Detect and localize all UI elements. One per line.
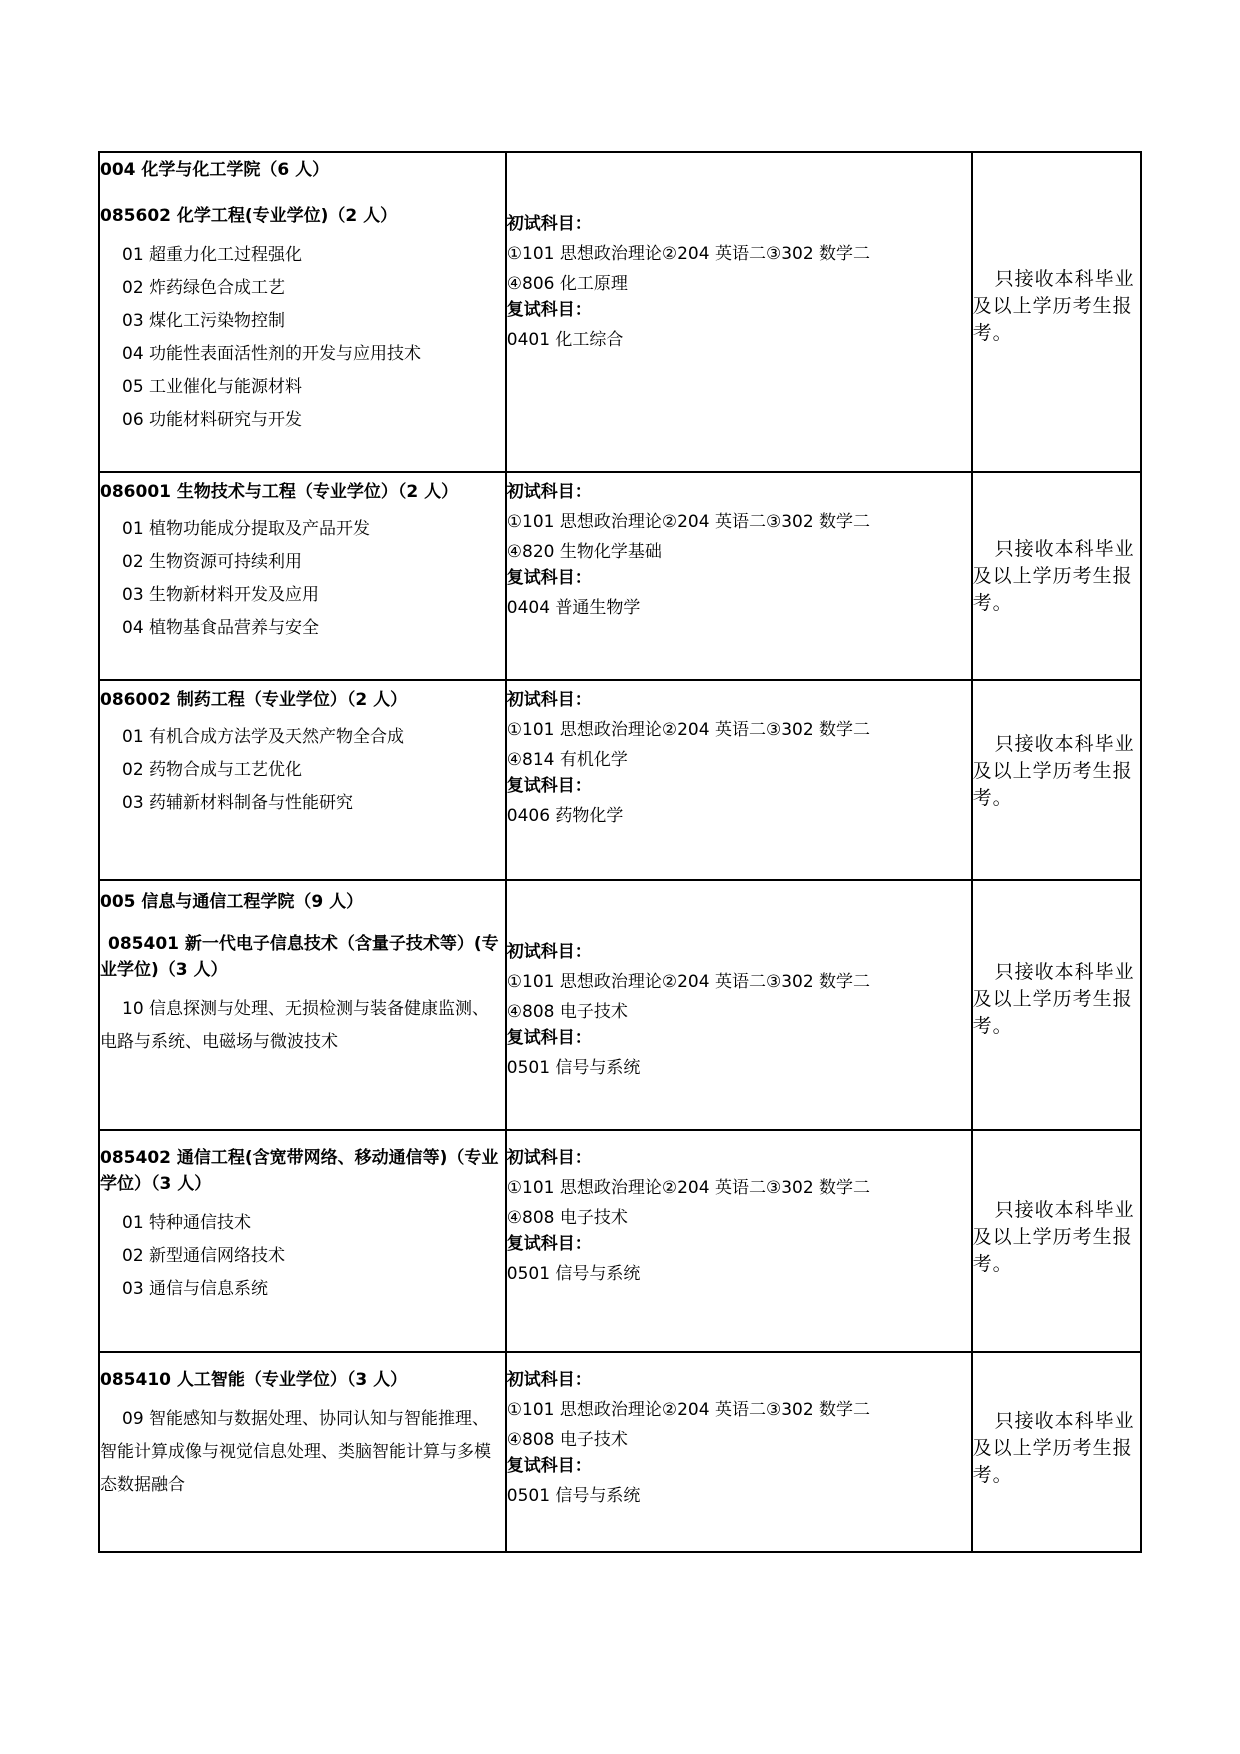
direction-item: 03 通信与信息系统 [122, 1279, 269, 1299]
major-cell [99, 880, 506, 1130]
retest-title: 复试科目： [506, 776, 592, 796]
major-heading: 085410 人工智能（专业学位）（3 人） [100, 1370, 408, 1390]
table-row [99, 880, 1141, 1130]
note-cell [972, 472, 1141, 680]
note-text: 只接收本科毕业及以上学历考生报考。 [972, 537, 1135, 614]
exam-cell [506, 680, 972, 880]
direction-item: 09 智能感知与数据处理、协同认知与智能推理、智能计算成像与视觉信息处理、类脑智能计算与多模态数据融合 [100, 1409, 491, 1495]
exam-title: 初试科目： [506, 482, 592, 502]
direction-item: 02 生物资源可持续利用 [122, 552, 303, 572]
note-text: 只接收本科毕业及以上学历考生报考。 [972, 1198, 1135, 1275]
direction-item: 03 药辅新材料制备与性能研究 [122, 793, 354, 813]
exam-title: 初试科目： [506, 690, 592, 710]
major-heading: 086001 生物技术与工程（专业学位）（2 人） [100, 482, 459, 502]
table-row [99, 1352, 1141, 1552]
note-cell [972, 880, 1141, 1130]
exam-subjects: ④808 电子技术 [506, 1208, 628, 1228]
note-text: 只接收本科毕业及以上学历考生报考。 [972, 732, 1135, 809]
college-heading: 004 化学与化工学院（6 人） [100, 160, 330, 180]
retest-title: 复试科目： [506, 1028, 592, 1048]
retest-subject: 0501 信号与系统 [506, 1486, 641, 1506]
major-cell [99, 1352, 506, 1552]
direction-item: 03 煤化工污染物控制 [122, 311, 286, 331]
note-cell [972, 152, 1141, 472]
major-heading: 085402 通信工程(含宽带网络、移动通信等)（专业学位）（3 人） [100, 1148, 499, 1194]
note-cell [972, 680, 1141, 880]
retest-title: 复试科目： [506, 300, 592, 320]
table-row [99, 152, 1141, 472]
admissions-table [98, 151, 1142, 1553]
direction-item: 02 药物合成与工艺优化 [122, 760, 303, 780]
direction-item: 05 工业催化与能源材料 [122, 377, 303, 397]
direction-item: 01 有机合成方法学及天然产物全合成 [122, 727, 405, 747]
major-cell [99, 472, 506, 680]
exam-cell [506, 1352, 972, 1552]
table-row [99, 680, 1141, 880]
direction-item: 06 功能材料研究与开发 [122, 410, 303, 430]
retest-subject: 0406 药物化学 [506, 806, 624, 826]
note-text: 只接收本科毕业及以上学历考生报考。 [972, 267, 1135, 344]
exam-cell [506, 472, 972, 680]
exam-title: 初试科目： [506, 214, 592, 234]
major-cell [99, 1130, 506, 1352]
note-text: 只接收本科毕业及以上学历考生报考。 [972, 1409, 1135, 1486]
retest-title: 复试科目： [506, 1234, 592, 1254]
note-cell [972, 1130, 1141, 1352]
exam-subjects: ④806 化工原理 [506, 274, 628, 294]
direction-item: 01 特种通信技术 [122, 1213, 252, 1233]
retest-subject: 0501 信号与系统 [506, 1058, 641, 1078]
exam-subjects: ①101 思想政治理论②204 英语二③302 数学二 [506, 720, 871, 740]
exam-subjects: ①101 思想政治理论②204 英语二③302 数学二 [506, 244, 871, 264]
exam-subjects: ④808 电子技术 [506, 1002, 628, 1022]
exam-subjects: ①101 思想政治理论②204 英语二③302 数学二 [506, 1178, 871, 1198]
exam-title: 初试科目： [506, 1148, 592, 1168]
exam-title: 初试科目： [506, 942, 592, 962]
college-heading: 005 信息与通信工程学院（9 人） [100, 892, 364, 912]
exam-cell [506, 1130, 972, 1352]
retest-title: 复试科目： [506, 568, 592, 588]
note-cell [972, 1352, 1141, 1552]
major-heading: 085602 化学工程(专业学位)（2 人） [100, 206, 398, 226]
exam-title: 初试科目： [506, 1370, 592, 1390]
direction-item: 04 植物基食品营养与安全 [122, 618, 320, 638]
exam-subjects: ①101 思想政治理论②204 英语二③302 数学二 [506, 972, 871, 992]
exam-subjects: ④820 生物化学基础 [506, 542, 662, 562]
exam-subjects: ①101 思想政治理论②204 英语二③302 数学二 [506, 1400, 871, 1420]
exam-cell [506, 152, 972, 472]
exam-cell [506, 880, 972, 1130]
major-cell [99, 680, 506, 880]
retest-subject: 0501 信号与系统 [506, 1264, 641, 1284]
major-heading: 086002 制药工程（专业学位）（2 人） [100, 690, 408, 710]
direction-item: 01 植物功能成分提取及产品开发 [122, 519, 371, 539]
direction-item: 10 信息探测与处理、无损检测与装备健康监测、电路与系统、电磁场与微波技术 [100, 999, 490, 1052]
table-row [99, 472, 1141, 680]
retest-title: 复试科目： [506, 1456, 592, 1476]
note-text: 只接收本科毕业及以上学历考生报考。 [972, 960, 1135, 1037]
direction-item: 03 生物新材料开发及应用 [122, 585, 320, 605]
major-cell [99, 152, 506, 472]
direction-item: 02 新型通信网络技术 [122, 1246, 286, 1266]
exam-subjects: ①101 思想政治理论②204 英语二③302 数学二 [506, 512, 871, 532]
direction-item: 01 超重力化工过程强化 [122, 245, 303, 265]
direction-item: 04 功能性表面活性剂的开发与应用技术 [122, 344, 422, 364]
table-row [99, 1130, 1141, 1352]
major-heading: 085401 新一代电子信息技术（含量子技术等）(专业学位)（3 人） [100, 934, 499, 980]
exam-subjects: ④808 电子技术 [506, 1430, 628, 1450]
exam-subjects: ④814 有机化学 [506, 750, 628, 770]
retest-subject: 0404 普通生物学 [506, 598, 641, 618]
retest-subject: 0401 化工综合 [506, 330, 624, 350]
direction-item: 02 炸药绿色合成工艺 [122, 278, 286, 298]
